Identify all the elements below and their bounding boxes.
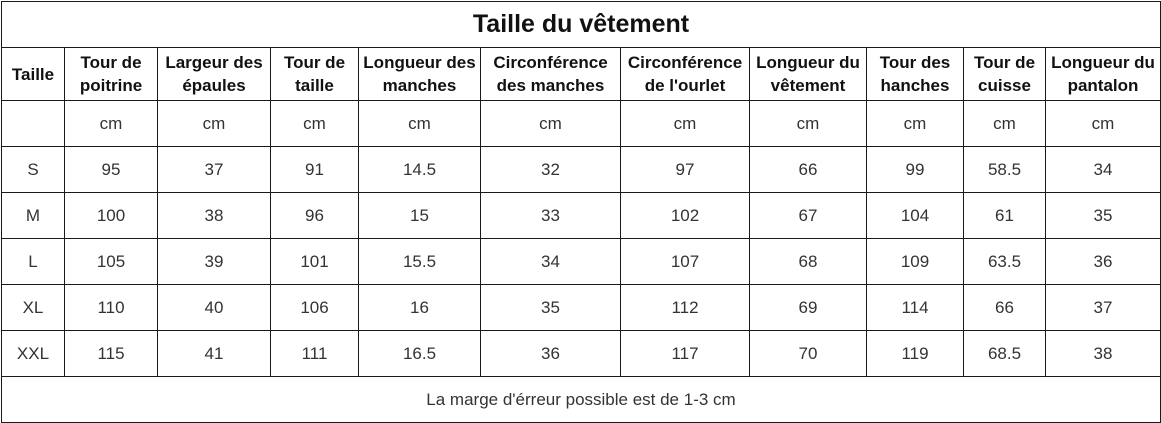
column-header-hips (867, 48, 964, 101)
measurement-cell: 15 (359, 193, 481, 239)
measurement-cell: 16.5 (359, 331, 481, 377)
measurement-cell: 35 (481, 285, 621, 331)
measurement-cell: 104 (867, 193, 964, 239)
measurement-cell: 40 (158, 285, 271, 331)
measurement-cell: 32 (481, 147, 621, 193)
unit-cell: cm (481, 101, 621, 147)
measurement-cell: 36 (481, 331, 621, 377)
measurement-cell: 61 (964, 193, 1046, 239)
column-header-line: Longueur du (1051, 53, 1155, 72)
measurement-cell: 38 (158, 193, 271, 239)
measurement-cell: 63.5 (964, 239, 1046, 285)
size-label-cell: L (2, 239, 65, 285)
column-header-line: Tour de (80, 53, 142, 72)
measurement-cell: 15.5 (359, 239, 481, 285)
measurement-cell: 117 (621, 331, 750, 377)
unit-cell (2, 101, 65, 147)
measurement-cell: 58.5 (964, 147, 1046, 193)
column-header-sleeve-length (359, 48, 481, 101)
measurement-cell: 99 (867, 147, 964, 193)
unit-cell: cm (750, 101, 867, 147)
unit-cell: cm (867, 101, 964, 147)
measurement-cell: 69 (750, 285, 867, 331)
column-header-line: vêtement (770, 76, 846, 95)
measurement-cell: 66 (964, 285, 1046, 331)
measurement-cell: 112 (621, 285, 750, 331)
measurement-cell: 115 (65, 331, 158, 377)
measurement-cell: 35 (1046, 193, 1161, 239)
size-label-cell: XL (2, 285, 65, 331)
column-header-pants-length (1046, 48, 1161, 101)
measurement-cell: 36 (1046, 239, 1161, 285)
measurement-cell: 37 (158, 147, 271, 193)
unit-cell: cm (621, 101, 750, 147)
column-header-line: Circonférence (627, 53, 743, 72)
unit-cell: cm (964, 101, 1046, 147)
measurement-cell: 39 (158, 239, 271, 285)
column-header-line: Longueur des (363, 53, 476, 72)
column-header-line: Tour de (973, 53, 1036, 72)
size-label-cell: S (2, 147, 65, 193)
measurement-cell: 107 (621, 239, 750, 285)
measurement-cell: 91 (271, 147, 359, 193)
table-row (2, 285, 1161, 331)
error-margin-note: La marge d'érreur possible est de 1-3 cm (2, 377, 1161, 423)
size-label-cell: XXL (2, 331, 65, 377)
column-header-line: Largeur des (165, 53, 263, 72)
measurement-cell: 105 (65, 239, 158, 285)
measurement-cell: 100 (65, 193, 158, 239)
measurement-cell: 106 (271, 285, 359, 331)
header-row (2, 48, 1161, 101)
column-header-size (2, 48, 65, 101)
column-header-line: taille (295, 76, 334, 95)
column-header-thigh (964, 48, 1046, 101)
column-header-line: cuisse (978, 76, 1031, 95)
column-header-line: poitrine (79, 76, 143, 95)
unit-row (2, 101, 1161, 147)
measurement-cell: 66 (750, 147, 867, 193)
column-header-line: Tour des (879, 53, 951, 72)
measurement-cell: 34 (1046, 147, 1161, 193)
table-row (2, 331, 1161, 377)
measurement-cell: 109 (867, 239, 964, 285)
measurement-cell: 37 (1046, 285, 1161, 331)
measurement-cell: 114 (867, 285, 964, 331)
column-header-line: manches (382, 76, 457, 95)
column-header-line: Tour de (283, 53, 346, 72)
size-label-cell: M (2, 193, 65, 239)
table-row (2, 147, 1161, 193)
column-header-shoulder-width (158, 48, 271, 101)
measurement-cell: 41 (158, 331, 271, 377)
table-row (2, 239, 1161, 285)
table-row (2, 193, 1161, 239)
table-title: Taille du vêtement (2, 2, 1161, 48)
column-header-line: Circonférence (493, 53, 608, 72)
unit-cell: cm (1046, 101, 1161, 147)
measurement-cell: 68 (750, 239, 867, 285)
column-header-line: épaules (182, 76, 246, 95)
measurement-cell: 16 (359, 285, 481, 331)
column-header-garment-length (750, 48, 867, 101)
measurement-cell: 111 (271, 331, 359, 377)
measurement-cell: 70 (750, 331, 867, 377)
column-header-line: des manches (496, 76, 605, 95)
column-header-hem-circumference (621, 48, 750, 101)
measurement-cell: 97 (621, 147, 750, 193)
measurement-cell: 14.5 (359, 147, 481, 193)
unit-cell: cm (65, 101, 158, 147)
measurement-cell: 96 (271, 193, 359, 239)
column-header-waist (271, 48, 359, 101)
unit-cell: cm (158, 101, 271, 147)
measurement-cell: 101 (271, 239, 359, 285)
measurement-cell: 38 (1046, 331, 1161, 377)
unit-cell: cm (271, 101, 359, 147)
measurement-cell: 68.5 (964, 331, 1046, 377)
column-header-line: de l'ourlet (644, 76, 726, 95)
measurement-cell: 119 (867, 331, 964, 377)
column-header-line: Longueur du (756, 53, 860, 72)
size-chart-table (1, 1, 1161, 423)
column-header-line: hanches (880, 76, 950, 95)
column-header-line: Taille (11, 64, 55, 84)
column-header-line: pantalon (1067, 76, 1139, 95)
measurement-cell: 34 (481, 239, 621, 285)
unit-cell: cm (359, 101, 481, 147)
measurement-cell: 102 (621, 193, 750, 239)
column-header-sleeve-circumference (481, 48, 621, 101)
column-header-chest (65, 48, 158, 101)
measurement-cell: 95 (65, 147, 158, 193)
measurement-cell: 110 (65, 285, 158, 331)
measurement-cell: 33 (481, 193, 621, 239)
measurement-cell: 67 (750, 193, 867, 239)
